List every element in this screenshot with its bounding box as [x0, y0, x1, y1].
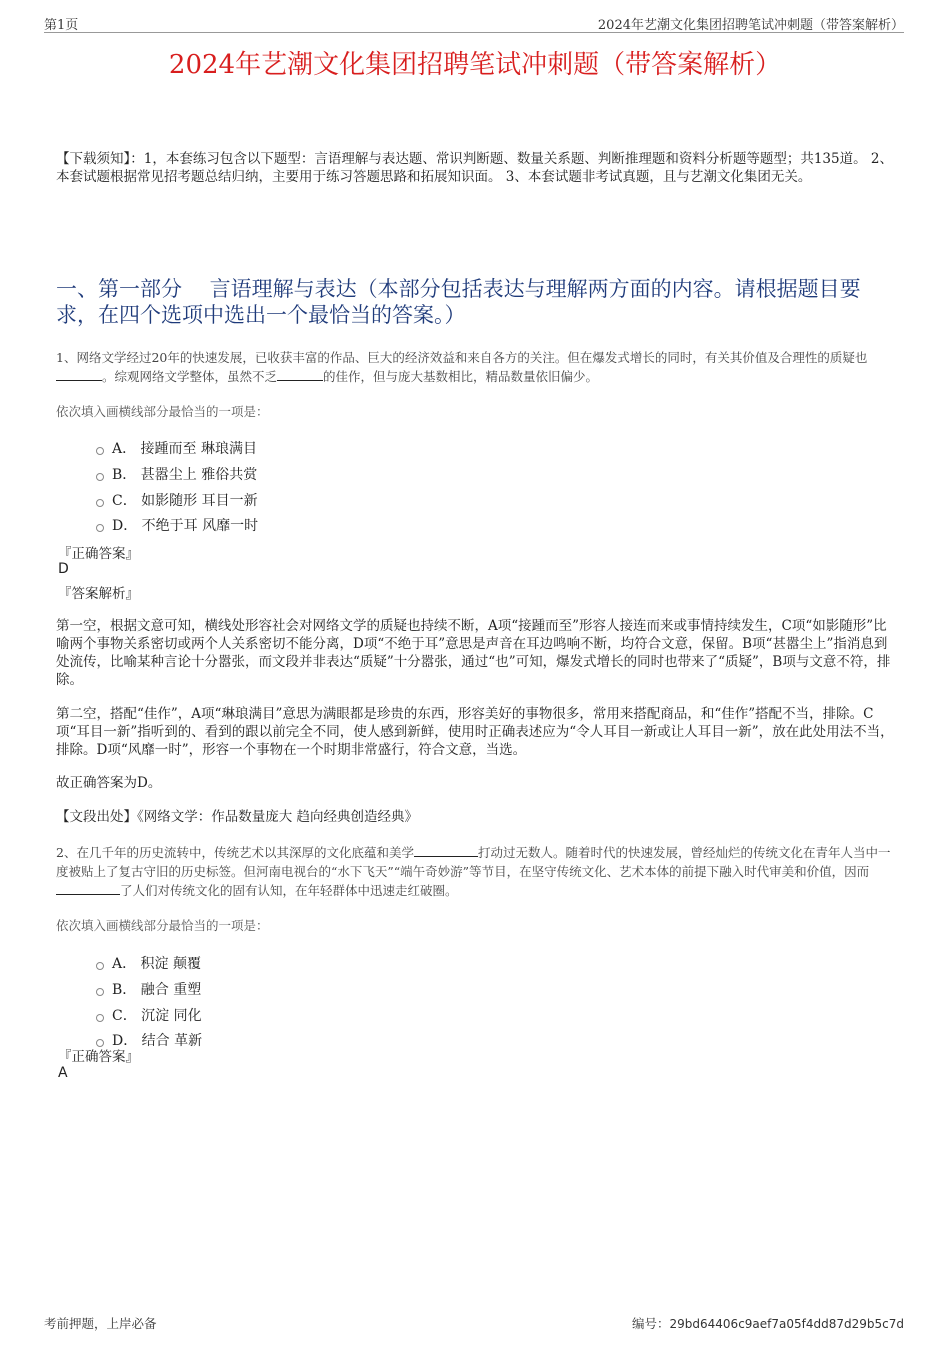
section-heading: 一、第一部分 言语理解与表达（本部分包括表达与理解两方面的内容。请根据题目要求，在四个选项中选出一个最恰当的答案。） — [56, 277, 861, 327]
q2-text-part-3: 了人们对传统文化的固有认知，在年轻群体中迅速走红破圈。 — [120, 883, 458, 898]
q1-option-c-label: C． 如影随形 耳目一新 — [112, 493, 258, 509]
q2-option-b[interactable] — [96, 979, 201, 999]
q1-answer-label: 『正确答案』 — [58, 546, 139, 562]
radio-icon[interactable] — [96, 473, 104, 481]
page-title: 2024年艺潮文化集团招聘笔试冲刺题（带答案解析） — [168, 50, 782, 80]
q1-option-b[interactable] — [96, 464, 257, 484]
q2-text-part-2: 打动过无数人。随着时代的快速发展，曾经灿烂的传统文化在青年人当中一度被贴上了复古守旧的历史标签。但河南电视台的“水下飞天”“端午奇妙游”等节目，在坚守传统文化、艺术本体的前提下融入时代审美和价值，因而 — [56, 845, 891, 879]
q2-blank-1 — [414, 844, 478, 857]
q1-text-part-2: 。综观网络文学整体，虽然不乏 — [102, 369, 278, 384]
q2-prompt: 依次填入画横线部分最恰当的一项是： — [56, 918, 269, 933]
q1-source: 【文段出处】《网络文学：作品数量庞大 趋向经典创造经典》 — [56, 809, 419, 825]
q1-text-part-3: 的佳作，但与庞大基数相比，精品数量依旧偏少。 — [323, 369, 599, 384]
q2-option-a-label: A． 积淀 颠覆 — [112, 956, 202, 972]
radio-icon[interactable] — [96, 524, 104, 532]
download-notice: 【下载须知】：1，本套练习包含以下题型：言语理解与表达题、常识判断题、数量关系题、判断推理题和资料分析题等题型；共135道。 2、本套试题根据常见招考题总结归纳，主要用于练习答题思路和拓展知识面。 3、本套试题非考试真题，且与艺潮文化集团无关。 — [56, 151, 893, 185]
page-number: 第1页 — [44, 18, 79, 33]
q2-option-c[interactable] — [96, 1005, 202, 1025]
q1-option-a-label: A． 接踵而至 琳琅满目 — [112, 441, 258, 457]
radio-icon[interactable] — [96, 499, 104, 507]
q1-prompt: 依次填入画横线部分最恰当的一项是： — [56, 404, 269, 419]
q2-blank-2 — [56, 882, 120, 895]
q1-text-part-1: 1、网络文学经过20年的快速发展，已收获丰富的作品、巨大的经济效益和来自各方的关注。但在爆发式增长的同时，有关其价值及合理性的质疑也 — [56, 350, 868, 365]
radio-icon[interactable] — [96, 988, 104, 996]
q1-conclusion: 故正确答案为D。 — [56, 775, 162, 791]
radio-icon[interactable] — [96, 1014, 104, 1022]
q2-option-a[interactable] — [96, 953, 201, 973]
footer-serial — [632, 1314, 904, 1332]
q1-option-c[interactable] — [96, 490, 258, 510]
q2-option-c-label: C． 沉淀 同化 — [112, 1008, 202, 1024]
q1-option-d-label: D． 不绝于耳 风靡一时 — [112, 518, 259, 534]
q1-analysis-label: 『答案解析』 — [58, 586, 139, 602]
footer-serial-code: 29bd64406c9aef7a05f4dd87d29b5c7d — [669, 1317, 904, 1331]
q1-answer: D — [58, 561, 69, 577]
radio-icon[interactable] — [96, 447, 104, 455]
footer-serial-label: 编号： — [632, 1316, 670, 1331]
q1-blank-1 — [56, 368, 102, 381]
q1-option-b-label: B． 甚嚣尘上 雅俗共赏 — [112, 467, 258, 483]
q1-option-d[interactable] — [96, 515, 258, 535]
header-divider — [44, 32, 904, 33]
radio-icon[interactable] — [96, 962, 104, 970]
q1-blank-2 — [277, 368, 323, 381]
question-1-text — [56, 348, 898, 386]
q2-text-part-1: 2、在几千年的历史流转中，传统艺术以其深厚的文化底蕴和美学 — [56, 845, 414, 860]
q1-analysis-paragraph-1: 第一空，根据文意可知，横线处形容社会对网络文学的质疑也持续不断，A项“接踵而至”形容人接连而来或事情持续发生，C项“如影随形”比喻两个事物关系密切或两个人关系密切不能分离，D项“不绝于耳”意思是声音在耳边鸣响不断，均符合文意，保留。B项“甚嚣尘上”指消息到处流传，比喻某种言论十分嚣张，而文段并非表达“质疑”十分嚣张，通过“也”可知，爆发式增长的同时也带来了“质疑”，B项与文意不符，排除。 — [56, 618, 891, 688]
q2-option-d-label: D． 结合 革新 — [112, 1033, 203, 1049]
footer-slogan: 考前押题，上岸必备 — [44, 1316, 157, 1331]
q2-option-b-label: B． 融合 重塑 — [112, 982, 202, 998]
question-2-text — [56, 843, 898, 900]
q1-analysis-paragraph-2: 第二空，搭配“佳作”，A项“琳琅满目”意思为满眼都是珍贵的东西，形容美好的事物很多，常用来搭配商品，和“佳作”搭配不当，排除。C项“耳目一新”指听到的、看到的跟以前完全不同，使人感到新鲜，使用时正确表述应为“令人耳目一新或让人耳目一新”，放在此处用法不当，排除。D项“风靡一时”，形容一个事物在一个时期非常盛行，符合文意，当选。 — [56, 706, 894, 758]
running-title: 2024年艺潮文化集团招聘笔试冲刺题（带答案解析） — [597, 18, 904, 33]
q2-answer: A — [58, 1065, 68, 1081]
q1-option-a[interactable] — [96, 438, 257, 458]
q2-answer-label: 『正确答案』 — [58, 1049, 139, 1065]
